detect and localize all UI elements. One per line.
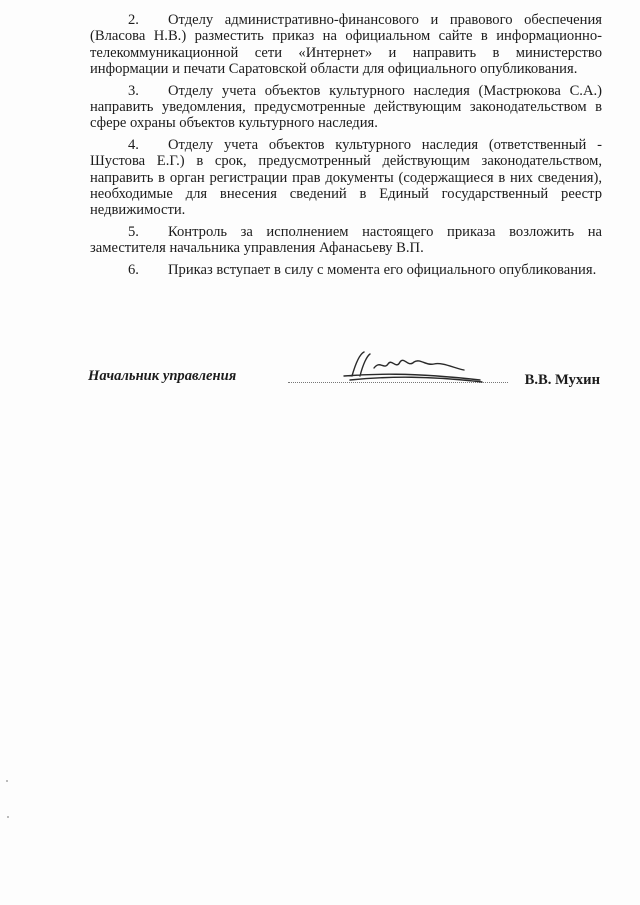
item-text: Отделу учета объектов культурного наследия (Мастрюкова С.А.) направить уведомления, предусмотренные действующим законодательством в сфере охраны объектов культурного наследия. xyxy=(90,82,602,132)
signatory-title: Начальник управления xyxy=(88,368,237,384)
list-item xyxy=(90,137,602,219)
signatory-name: В.В. Мухин xyxy=(524,372,600,388)
scan-speck xyxy=(6,780,8,782)
list-item xyxy=(90,83,602,132)
item-number: 5. xyxy=(128,223,139,240)
list-item xyxy=(90,262,602,278)
item-number: 4. xyxy=(128,136,139,153)
item-text: Отделу учета объектов культурного наследия (ответственный - Шустова Е.Г.) в срок, предусмотренный действующим законодательством, направить в орган регистрации прав документы (содержащиеся в них сведения), необходимые для внесения сведений в Единый государственный реестр недвижимости. xyxy=(90,136,602,219)
item-text: Отделу административно-финансового и правового обеспечения (Власова Н.В.) разместить приказ на официальном сайте в информационно-телекоммуникационной сети «Интернет» и направить в министерство информации и печати Саратовской области для официального опубликования. xyxy=(90,12,602,78)
list-item xyxy=(90,224,602,257)
item-text: Приказ вступает в силу с момента его официального опубликования. xyxy=(168,261,597,278)
item-number: 3. xyxy=(128,82,139,99)
document-body xyxy=(90,12,602,283)
item-text: Контроль за исполнением настоящего приказа возложить на заместителя начальника управления Афанасьеву В.П. xyxy=(90,223,602,257)
handwritten-signature xyxy=(330,346,490,390)
scan-speck xyxy=(7,816,9,818)
item-number: 6. xyxy=(128,261,139,278)
signature-block xyxy=(88,368,600,398)
list-item xyxy=(90,12,602,78)
item-number: 2. xyxy=(128,12,139,28)
